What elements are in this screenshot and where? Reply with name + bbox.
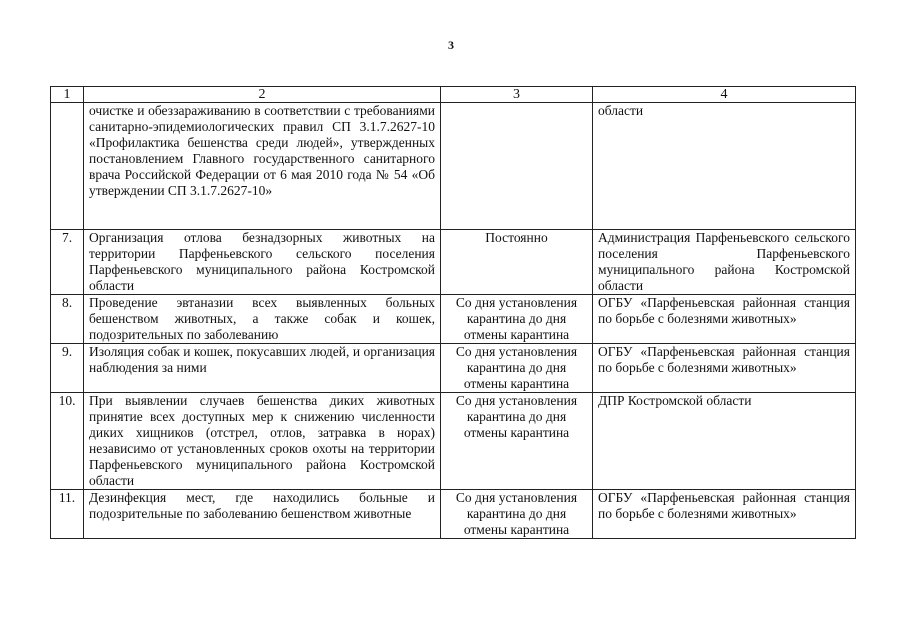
row-term: Со дня установления карантина до дня отмены карантина <box>441 490 593 539</box>
row-number: 10. <box>51 393 84 490</box>
table-row <box>51 490 856 539</box>
row-task: очистке и обеззараживанию в соответствии с требованиями санитарно-эпидемиологических правил СП 3.1.7.2627-10 «Профилактика бешенства среди людей», утвержденных постановлением Главного государственного санитарного врача Российской Федерации от 6 мая 2010 года № 54 «Об утверждении СП 3.1.7.2627-10» <box>84 103 441 230</box>
row-task: Дезинфекция мест, где находились больные и подозрительные по заболеванию бешенством животные <box>84 490 441 539</box>
row-number: 9. <box>51 344 84 393</box>
measures-table <box>50 86 856 539</box>
row-responsible: Администрация Парфеньевского сельского поселения Парфеньевского муниципального района Костромской области <box>593 230 856 295</box>
row-term: Постоянно <box>441 230 593 295</box>
row-task: Организация отлова безнадзорных животных на территории Парфеньевского сельского поселения Парфеньевского муниципального района Костромской области <box>84 230 441 295</box>
column-header-4: 4 <box>593 87 856 103</box>
table-row <box>51 103 856 230</box>
row-task: Проведение эвтаназии всех выявленных больных бешенством животных, а также собак и кошек, подозрительных по заболеванию <box>84 295 441 344</box>
row-task: При выявлении случаев бешенства диких животных принятие всех доступных мер к снижению численности диких хищников (отстрел, отлов, затравка в норах) независимо от установленных сроков охоты на территории Парфеньевского муниципального района Костромской области <box>84 393 441 490</box>
row-number: 11. <box>51 490 84 539</box>
row-term: Со дня установления карантина до дня отмены карантина <box>441 344 593 393</box>
column-header-1: 1 <box>51 87 84 103</box>
row-responsible: области <box>593 103 856 230</box>
column-header-2: 2 <box>84 87 441 103</box>
page-number: 3 <box>448 38 454 52</box>
row-number: 8. <box>51 295 84 344</box>
row-responsible: ОГБУ «Парфеньевская районная станция по борьбе с болезнями животных» <box>593 490 856 539</box>
row-term: Со дня установления карантина до дня отмены карантина <box>441 295 593 344</box>
row-responsible: ДПР Костромской области <box>593 393 856 490</box>
row-task: Изоляция собак и кошек, покусавших людей, и организация наблюдения за ними <box>84 344 441 393</box>
table-row <box>51 295 856 344</box>
row-number <box>51 103 84 230</box>
row-term <box>441 103 593 230</box>
row-responsible: ОГБУ «Парфеньевская районная станция по борьбе с болезнями животных» <box>593 344 856 393</box>
row-number: 7. <box>51 230 84 295</box>
table-row <box>51 230 856 295</box>
row-term: Со дня установления карантина до дня отмены карантина <box>441 393 593 490</box>
row-responsible: ОГБУ «Парфеньевская районная станция по борьбе с болезнями животных» <box>593 295 856 344</box>
table-row <box>51 344 856 393</box>
column-header-3: 3 <box>441 87 593 103</box>
table-row <box>51 393 856 490</box>
header-row <box>51 87 856 103</box>
